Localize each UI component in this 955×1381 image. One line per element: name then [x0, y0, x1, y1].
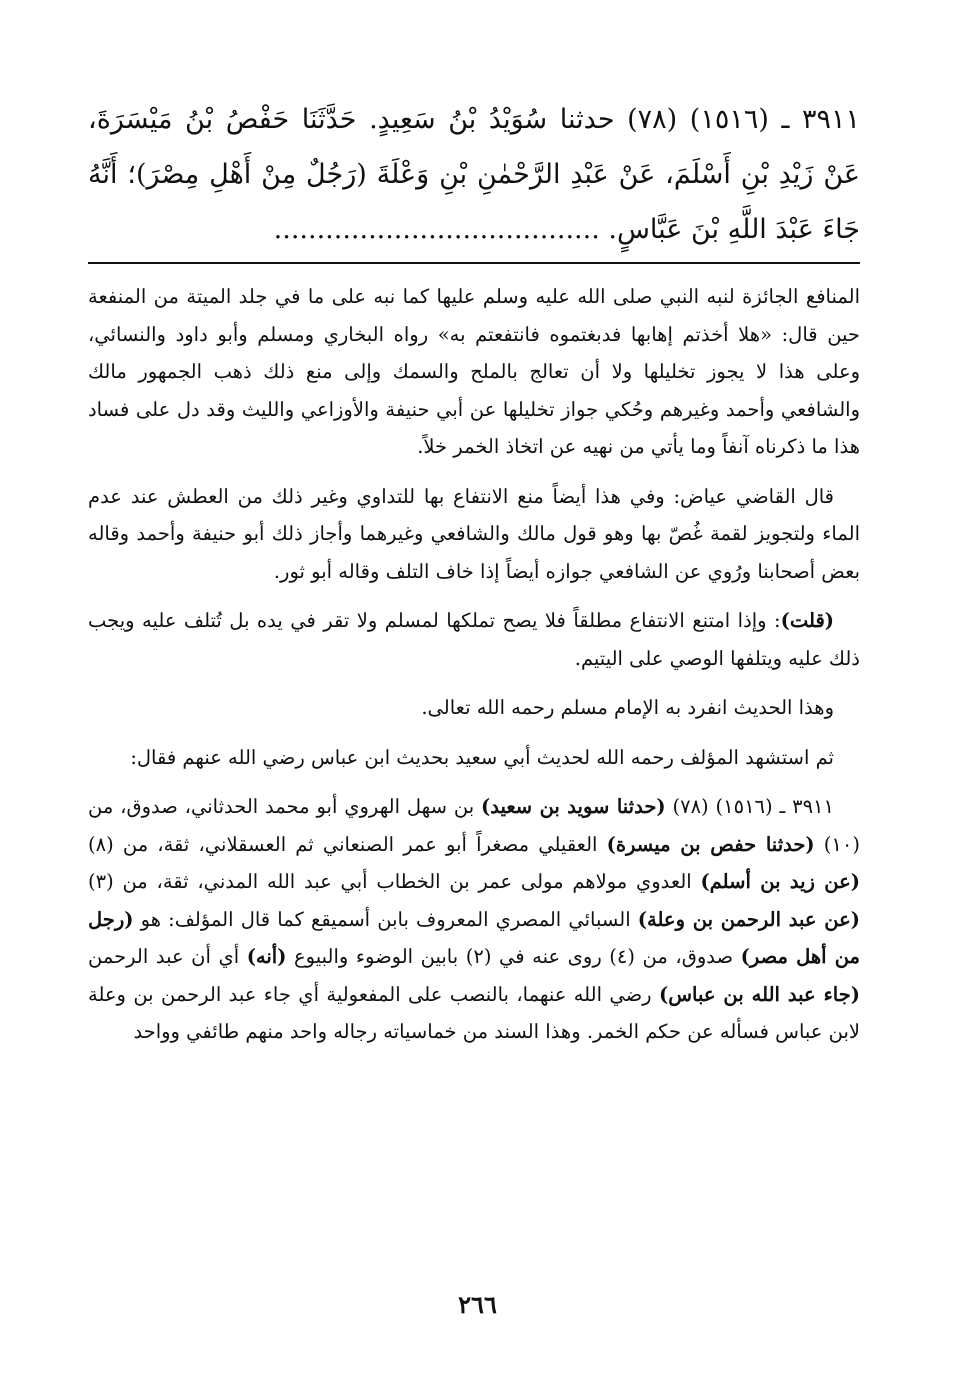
commentary-paragraph-6	[88, 788, 860, 1051]
commentary-paragraph-3	[88, 602, 860, 677]
chain-narrator: (رجل من أهل مصر)	[88, 907, 860, 968]
note-label: (قلت)	[780, 609, 834, 632]
separator-line	[88, 262, 860, 264]
chain-segment: رضي الله عنهما، بالنصب على المفعولية أي جاء عبد الرحمن بن وعلة لابن عباس فسأله عن حكم الخمر. وهذا السند من خماسياته رجاله واحد منهم طائفي وواحد	[88, 982, 860, 1043]
chain-narrator: (عن عبد الرحمن بن وعلة)	[637, 907, 860, 931]
chain-narrator: (أنه)	[246, 945, 287, 968]
chain-narrator: (حدثنا حفص بن ميسرة)	[606, 832, 815, 856]
commentary-paragraph-2: قال القاضي عياض: وفي هذا أيضاً منع الانتفاع بها للتداوي وغير ذلك من العطش عند عدم الماء ولتجويز لقمة غُصّ بها وهو قول مالك والشافعي وغيرهما وأجاز ذلك أبو حنيفة وأحمد وقاله بعض أصحابنا ورُوي عن الشافعي جوازه أيضاً إذا خاف التلف وقاله أبو ثور.	[88, 484, 860, 583]
commentary	[88, 278, 860, 1063]
chain-narrator: (عن زيد بن أسلم)	[700, 870, 860, 893]
chain-segment: العقيلي مصغراً أبو عمر الصنعاني ثم العسقلاني، ثقة، من (٨)	[88, 832, 607, 856]
commentary-paragraph-5: ثم استشهد المؤلف رحمه الله لحديث أبي سعيد بحديث ابن عباس رضي الله عنهم فقال:	[130, 745, 834, 769]
chain-segment: بن سهل الهروي أبو محمد الحدثاني، صدوق، من (١٠)	[88, 795, 860, 856]
hadith-ellipsis: ......................................	[273, 214, 600, 245]
chain-narrator: (جاء عبد الله بن عباس)	[658, 982, 860, 1006]
hadith-text	[88, 92, 860, 257]
note-text: : وإذا امتنع الانتفاع مطلقاً فلا يصح تملكها لمسلم ولا تقر في يده بل تُتلف عليه ويجب ذلك عليه ويتلفها الوصي على اليتيم.	[88, 609, 860, 670]
chain-narrator: (حدثنا سويد بن سعيد)	[481, 795, 666, 818]
chain-segment: السبائي المصري المعروف بابن أسميقع كما قال المؤلف: هو	[133, 907, 638, 931]
chain-segment: ٣٩١١ ـ (١٥١٦) (٧٨)	[665, 795, 835, 818]
chain-segment: صدوق، من (٤) روى عنه في (٢) بابين الوضوء والبيوع	[286, 945, 741, 968]
hadith-body: ٣٩١١ ـ (١٥١٦) (٧٨) حدثنا سُوَيْدُ بْنُ سَعِيدٍ. حَدَّثَنَا حَفْصُ بْنُ مَيْسَرَةَ، عَنْ زَيْدِ بْنِ أَسْلَمَ، عَنْ عَبْدِ الرَّحْمٰنِ بْنِ وَعْلَةَ (رَجُلٌ مِنْ أَهْلِ مِصْرَ)؛ أَنَّهُ جَاءَ عَبْدَ اللَّهِ بْنَ عَبَّاسٍ.	[88, 104, 860, 245]
commentary-paragraph-1: المنافع الجائزة لنبه النبي صلى الله عليه وسلم عليها كما نبه على ما في جلد الميتة من المنفعة حين قال: «هلا أخذتم إهابها فدبغتموه فانتفعتم به» رواه البخاري ومسلم وأبو داود والنسائي، وعلى هذا لا يجوز تخليلها ولا أن تعالج بالملح والسمك وإلى منع ذلك ذهب الجمهور مالك والشافعي وأحمد وغيرهم وحُكي جواز تخليلها عن أبي حنيفة والأوزاعي والليث وقد دل على فساد هذا ما ذكرناه آنفاً وما يأتي من نهيه عن اتخاذ الخمر خلاً.	[88, 285, 860, 458]
commentary-paragraph-4: وهذا الحديث انفرد به الإمام مسلم رحمه الله تعالى.	[421, 696, 834, 719]
chain-segment: العدوي مولاهم مولى عمر بن الخطاب أبي عبد الله المدني، ثقة، من (٣)	[88, 870, 701, 893]
chain-segment: أي أن عبد الرحمن	[88, 945, 247, 968]
page-number: ٢٦٦	[458, 1290, 497, 1319]
